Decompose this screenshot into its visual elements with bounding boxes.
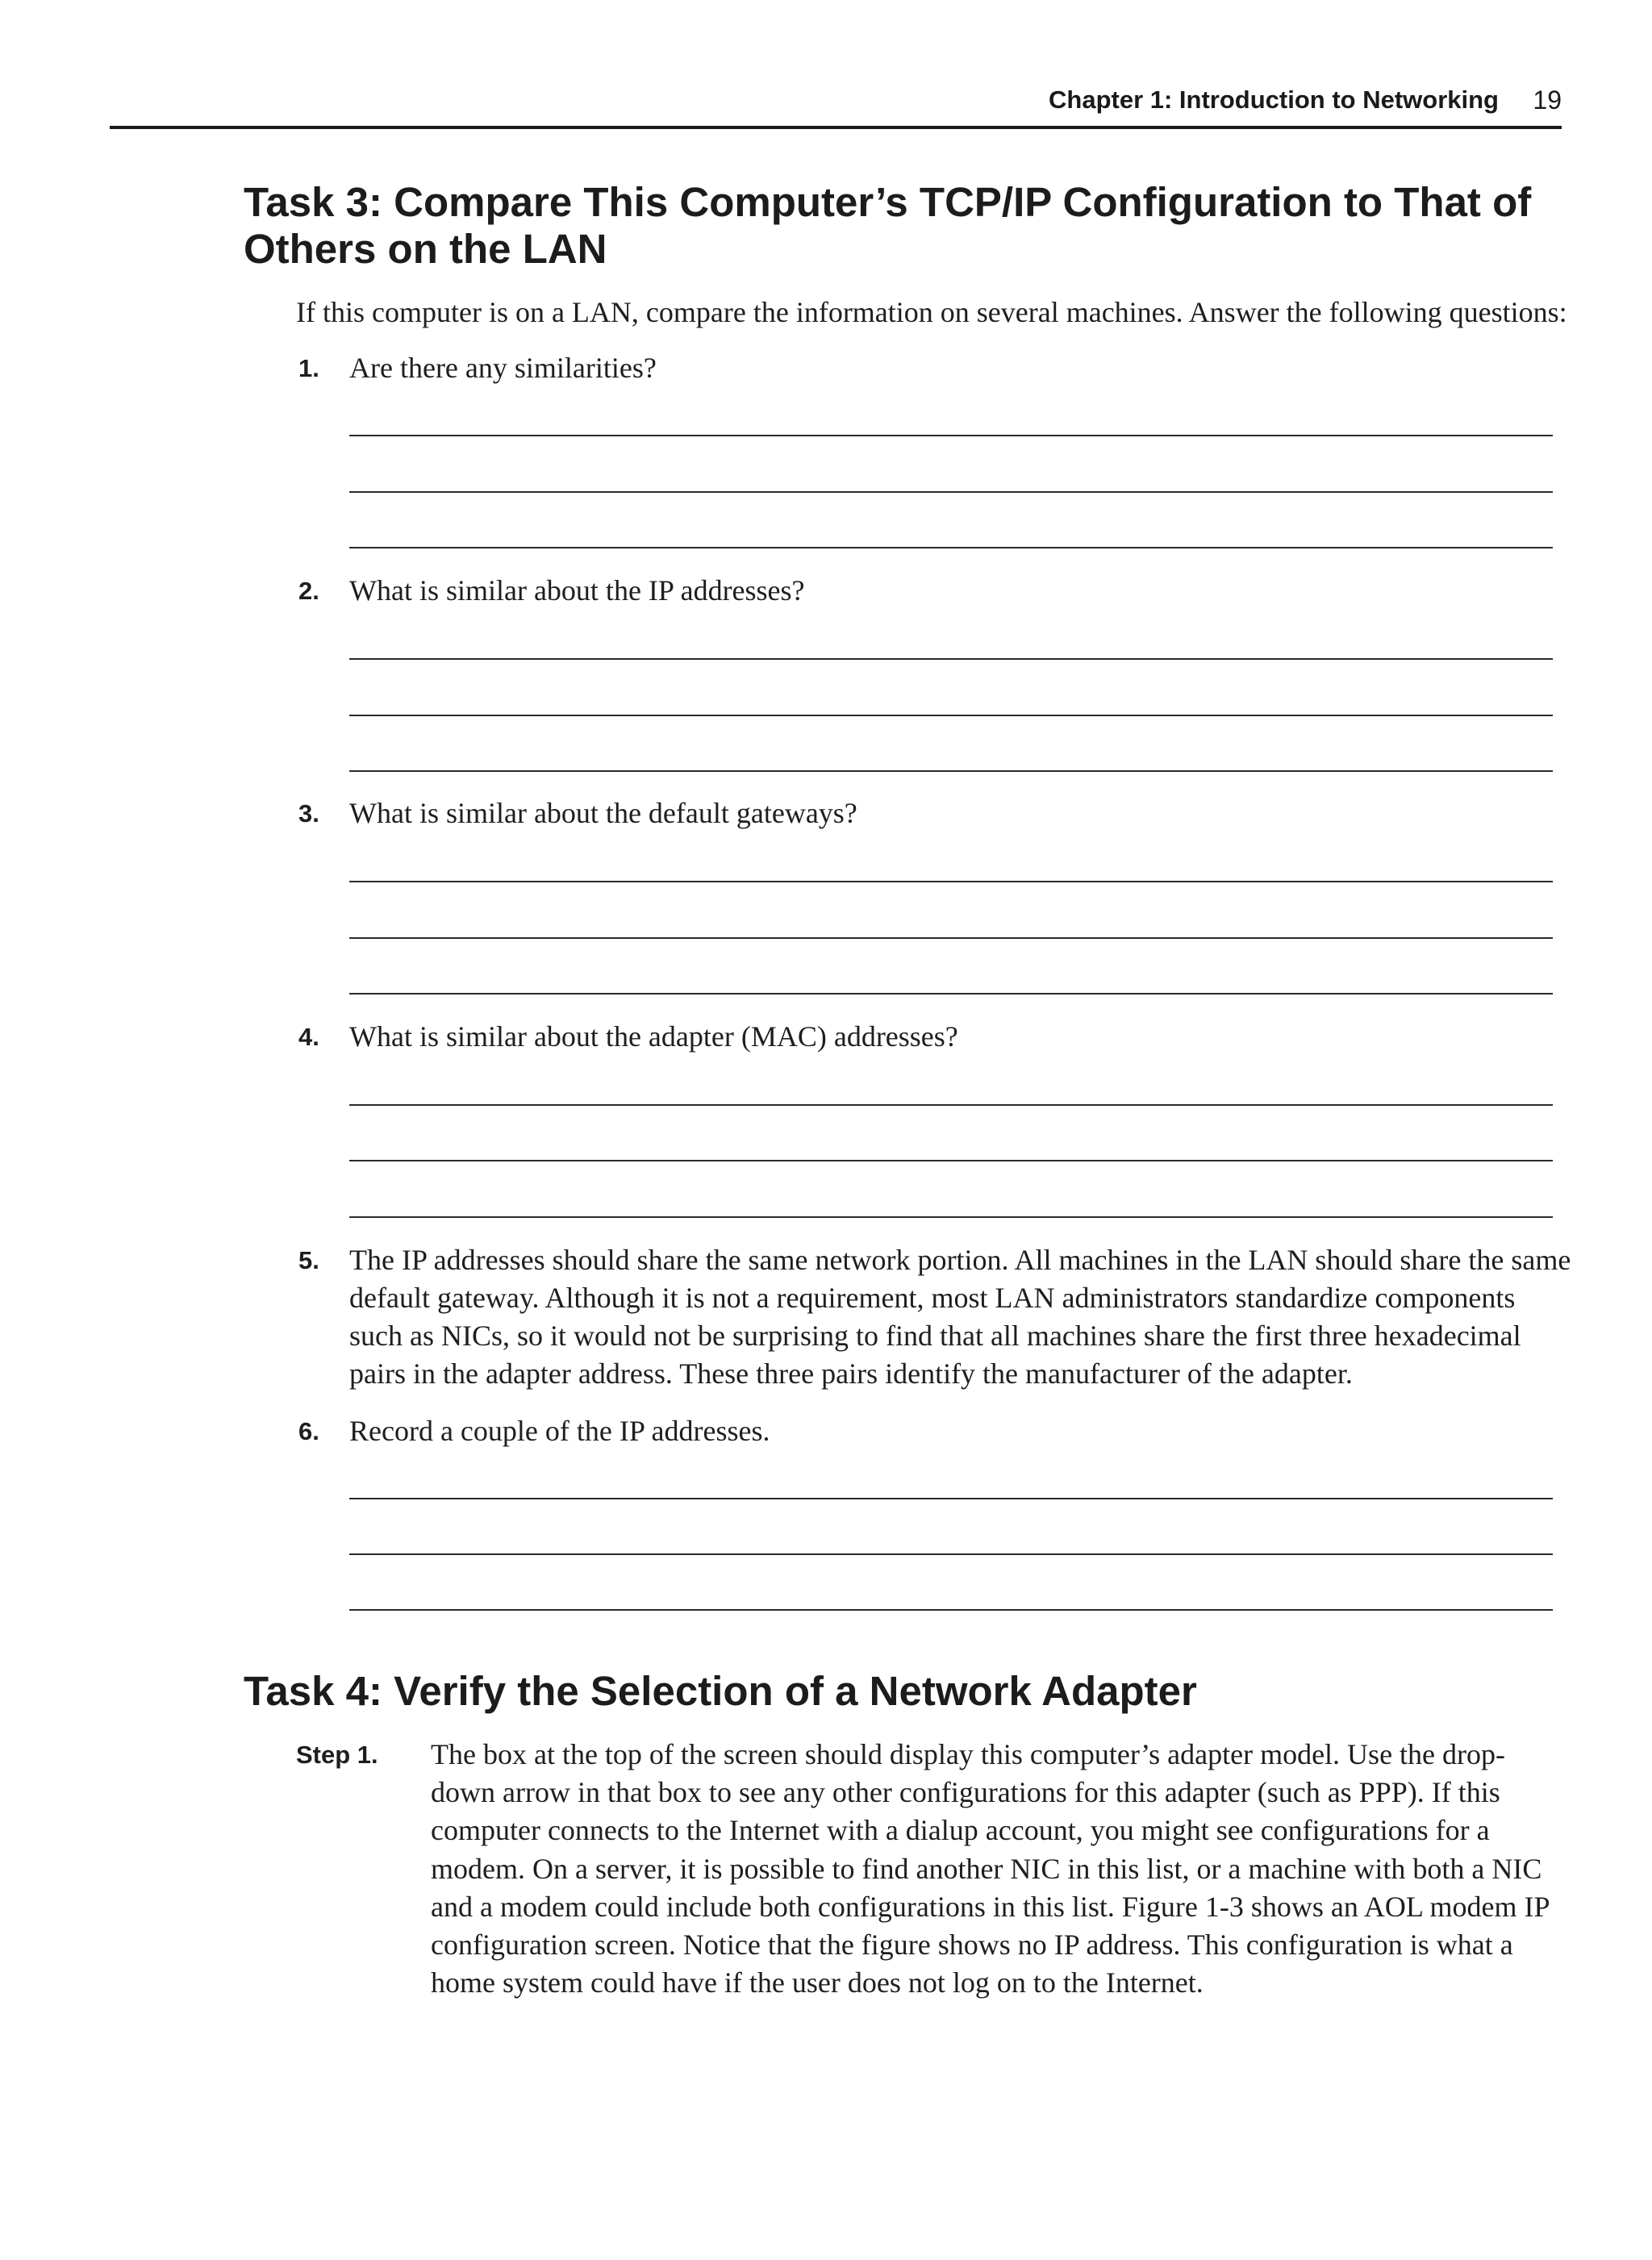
question-text: Are there any similarities? [349, 352, 657, 384]
answer-line[interactable] [349, 435, 1553, 436]
answer-line[interactable] [349, 770, 1553, 772]
step-text: The box at the top of the screen should display this computer’s adapter model. Use the drop-down arrow in that box to see any other configurations for this adapter (such as PPP). If this computer connects to the Internet with a dialup account, you might see configurations for a modem. On a server, it is possible to find another NIC in this list, or a machine with both a NIC and a modem could include both configurations in this list. Figure 1-3 shows an AOL modem IP configuration screen. Notice that the figure shows no IP address. This configuration is what a home system could have if the user does not log on to the Internet. [431, 1738, 1550, 1999]
answer-line[interactable] [349, 547, 1553, 548]
page-number: 19 [1533, 85, 1562, 115]
question-text: The IP addresses should share the same network portion. All machines in the LAN should share the same default gateway. Although it is not a requirement, most LAN administrators standardize components such as NICs, so it would not be surprising to find that all machines share the first three hexadecimal pairs in the adapter address. These three pairs identify the manufacturer of the adapter. [349, 1244, 1571, 1390]
question-number: 3. [298, 799, 319, 828]
answer-line[interactable] [349, 658, 1553, 660]
answer-line[interactable] [349, 1104, 1553, 1106]
question-number: 4. [298, 1023, 319, 1051]
question-number: 5. [298, 1246, 319, 1274]
answer-line[interactable] [349, 1553, 1553, 1555]
answer-line[interactable] [349, 1609, 1553, 1611]
answer-line[interactable] [349, 1160, 1553, 1161]
question-text: Record a couple of the IP addresses. [349, 1415, 770, 1447]
answer-line[interactable] [349, 881, 1553, 882]
task3-intro: If this computer is on a LAN, compare the information on several machines. Answer the following questions: [296, 296, 1567, 328]
answer-line[interactable] [349, 491, 1553, 493]
task3-heading: Task 3: Compare This Computer’s TCP/IP Configuration to That of Others on the LAN [244, 179, 1532, 272]
running-header [110, 84, 1562, 129]
question-text: What is similar about the IP addresses? [349, 574, 805, 607]
question-text: What is similar about the default gateways? [349, 797, 857, 829]
task4-heading: Task 4: Verify the Selection of a Network Adapter [244, 1668, 1197, 1714]
answer-line[interactable] [349, 1216, 1553, 1218]
step-label: Step 1. [296, 1741, 378, 1769]
answer-line[interactable] [349, 993, 1553, 994]
question-text: What is similar about the adapter (MAC) addresses? [349, 1020, 958, 1053]
answer-line[interactable] [349, 937, 1553, 939]
question-number: 2. [298, 577, 319, 605]
chapter-title: Chapter 1: Introduction to Networking [1049, 85, 1499, 114]
question-number: 1. [298, 354, 319, 382]
question-number: 6. [298, 1417, 319, 1445]
answer-line[interactable] [349, 1498, 1553, 1499]
answer-line[interactable] [349, 715, 1553, 716]
